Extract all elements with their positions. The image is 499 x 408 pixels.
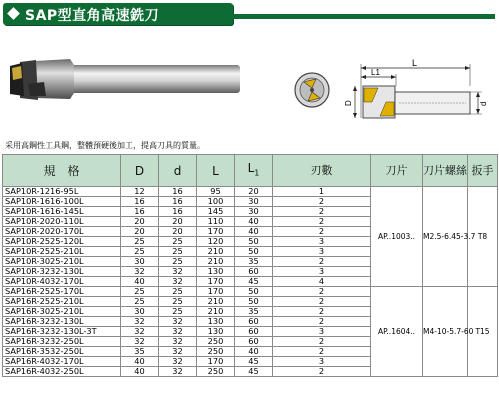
cell-L: 210 <box>197 297 235 307</box>
dim-label-L1: L1 <box>371 68 380 77</box>
cell-model: SAP10R-3025-210L <box>3 257 121 267</box>
cell-model: SAP10R-4032-170L <box>3 277 121 287</box>
cell-d: 32 <box>159 337 197 347</box>
header-rule <box>233 14 495 19</box>
end-view-icon <box>295 73 329 107</box>
cell-d: 25 <box>159 247 197 257</box>
cell-teeth: 4 <box>273 277 371 287</box>
cell-d: 20 <box>159 227 197 237</box>
cell-D: 20 <box>121 217 159 227</box>
cell-teeth: 2 <box>273 287 371 297</box>
spec-table <box>2 154 498 377</box>
cell-L: 250 <box>197 347 235 357</box>
cell-model: SAP10R-2525-210L <box>3 247 121 257</box>
cell-d: 32 <box>159 347 197 357</box>
cell-D: 25 <box>121 247 159 257</box>
cell-model: SAP16R-2525-210L <box>3 297 121 307</box>
cell-D: 12 <box>121 187 159 197</box>
cell-D: 40 <box>121 357 159 367</box>
cell-D: 32 <box>121 327 159 337</box>
page-header <box>0 0 499 30</box>
cell-d: 16 <box>159 207 197 217</box>
cell-teeth: 3 <box>273 327 371 337</box>
cell-L1: 35 <box>235 307 273 317</box>
cell-L1: 50 <box>235 297 273 307</box>
dim-label-D: D <box>344 100 353 106</box>
cell-teeth: 2 <box>273 227 371 237</box>
cell-teeth: 2 <box>273 337 371 347</box>
cell-d: 32 <box>159 277 197 287</box>
cell-L: 95 <box>197 187 235 197</box>
cell-wrench: T8 <box>468 187 498 287</box>
header-teeth: 刃數 <box>273 155 371 187</box>
cell-D: 25 <box>121 287 159 297</box>
cell-D: 32 <box>121 317 159 327</box>
cell-L: 250 <box>197 337 235 347</box>
end-mill-photo <box>10 59 240 100</box>
cell-L1: 35 <box>235 257 273 267</box>
cell-model: SAP16R-2525-170L <box>3 287 121 297</box>
cell-L1: 50 <box>235 287 273 297</box>
cell-L1: 45 <box>235 277 273 287</box>
cell-d: 32 <box>159 367 197 377</box>
cell-teeth: 3 <box>273 237 371 247</box>
cell-L1: 20 <box>235 187 273 197</box>
cell-teeth: 3 <box>273 267 371 277</box>
cell-teeth: 2 <box>273 367 371 377</box>
cell-screw: M4-10-5.7-60 <box>423 287 468 377</box>
cell-teeth: 2 <box>273 317 371 327</box>
cell-screw: M2.5-6.45-3.7 <box>423 187 468 287</box>
table-header-row <box>3 155 498 187</box>
cell-teeth: 2 <box>273 207 371 217</box>
cell-L1: 60 <box>235 327 273 337</box>
cell-L1: 40 <box>235 217 273 227</box>
cell-L: 170 <box>197 277 235 287</box>
cell-model: SAP10R-1616-145L <box>3 207 121 217</box>
header-insert: 刀片 <box>371 155 423 187</box>
header-screw: 刀片螺絲 <box>423 155 468 187</box>
cell-teeth: 2 <box>273 297 371 307</box>
cell-L: 100 <box>197 197 235 207</box>
cell-D: 32 <box>121 337 159 347</box>
cell-model: SAP10R-2525-120L <box>3 237 121 247</box>
product-description: 采用高鋼性工具鋼，整體預硬後加工，提高刀具的質量。 <box>5 141 205 150</box>
dim-label-d: d <box>479 101 488 106</box>
cell-D: 40 <box>121 367 159 377</box>
cell-model: SAP16R-3232-130L-3T <box>3 327 121 337</box>
cell-L: 170 <box>197 357 235 367</box>
cell-model: SAP10R-1216-95L <box>3 187 121 197</box>
cell-L: 130 <box>197 327 235 337</box>
header-d: d <box>159 155 197 187</box>
cell-d: 32 <box>159 327 197 337</box>
cell-L1: 50 <box>235 247 273 257</box>
cell-D: 40 <box>121 277 159 287</box>
table-row <box>3 187 498 197</box>
header-L1-main: L <box>247 161 255 175</box>
cell-L1: 30 <box>235 207 273 217</box>
cell-L: 120 <box>197 237 235 247</box>
cell-d: 32 <box>159 317 197 327</box>
cell-d: 25 <box>159 257 197 267</box>
cell-D: 16 <box>121 197 159 207</box>
dim-label-L: L <box>412 58 418 68</box>
cell-D: 25 <box>121 297 159 307</box>
cell-L1: 30 <box>235 197 273 207</box>
cell-model: SAP16R-3532-250L <box>3 347 121 357</box>
cell-L: 210 <box>197 307 235 317</box>
cell-d: 25 <box>159 307 197 317</box>
cell-insert: AP..1604.. <box>371 287 423 377</box>
cell-teeth: 2 <box>273 347 371 357</box>
cell-D: 30 <box>121 307 159 317</box>
header-model: 規 格 <box>3 155 121 187</box>
cell-model: SAP10R-2020-170L <box>3 227 121 237</box>
cell-teeth: 2 <box>273 307 371 317</box>
cell-d: 16 <box>159 187 197 197</box>
page-title: SAP型直角高速銑刀 <box>25 8 160 24</box>
cell-teeth: 2 <box>273 197 371 207</box>
header-L: L <box>197 155 235 187</box>
cell-d: 16 <box>159 197 197 207</box>
cell-teeth: 1 <box>273 187 371 197</box>
header-L1-sub: 1 <box>254 168 260 178</box>
cell-teeth: 3 <box>273 357 371 367</box>
cell-d: 25 <box>159 237 197 247</box>
table-body <box>3 187 498 377</box>
header-L1 <box>235 155 273 187</box>
cell-d: 25 <box>159 287 197 297</box>
cell-insert: AP..1003.. <box>371 187 423 287</box>
cell-L1: 60 <box>235 267 273 277</box>
cell-model: SAP16R-4032-250L <box>3 367 121 377</box>
cell-d: 32 <box>159 267 197 277</box>
cell-d: 25 <box>159 297 197 307</box>
header-D: D <box>121 155 159 187</box>
cell-L: 145 <box>197 207 235 217</box>
cell-L1: 60 <box>235 337 273 347</box>
cell-model: SAP16R-3232-130L <box>3 317 121 327</box>
cell-model: SAP16R-4032-170L <box>3 357 121 367</box>
cell-teeth: 2 <box>273 257 371 267</box>
cell-D: 32 <box>121 267 159 277</box>
cell-D: 35 <box>121 347 159 357</box>
title-banner <box>3 3 233 25</box>
cell-D: 16 <box>121 207 159 217</box>
cell-teeth: 3 <box>273 247 371 257</box>
diamond-bullet-icon <box>7 7 20 20</box>
cell-L: 170 <box>197 227 235 237</box>
cell-model: SAP16R-3025-210L <box>3 307 121 317</box>
cell-d: 32 <box>159 357 197 367</box>
cell-L: 130 <box>197 317 235 327</box>
cell-L1: 60 <box>235 317 273 327</box>
cell-L: 170 <box>197 287 235 297</box>
cell-model: SAP10R-1616-100L <box>3 197 121 207</box>
cell-L: 130 <box>197 267 235 277</box>
cell-L1: 40 <box>235 227 273 237</box>
header-wrench: 扳手 <box>468 155 498 187</box>
cell-D: 20 <box>121 227 159 237</box>
cell-D: 30 <box>121 257 159 267</box>
cell-L: 250 <box>197 367 235 377</box>
cell-model: SAP10R-2020-110L <box>3 217 121 227</box>
cell-L: 110 <box>197 217 235 227</box>
cell-L: 210 <box>197 257 235 267</box>
table-row <box>3 287 498 297</box>
cell-D: 25 <box>121 237 159 247</box>
cell-L: 210 <box>197 247 235 257</box>
cell-model: SAP10R-3232-130L <box>3 267 121 277</box>
cell-L1: 45 <box>235 357 273 367</box>
cell-L1: 40 <box>235 347 273 357</box>
cell-wrench: T15 <box>468 287 498 377</box>
product-illustration <box>0 30 499 130</box>
cell-teeth: 2 <box>273 217 371 227</box>
cell-model: SAP16R-3232-250L <box>3 337 121 347</box>
cell-L1: 45 <box>235 367 273 377</box>
cell-L1: 50 <box>235 237 273 247</box>
cell-d: 20 <box>159 217 197 227</box>
